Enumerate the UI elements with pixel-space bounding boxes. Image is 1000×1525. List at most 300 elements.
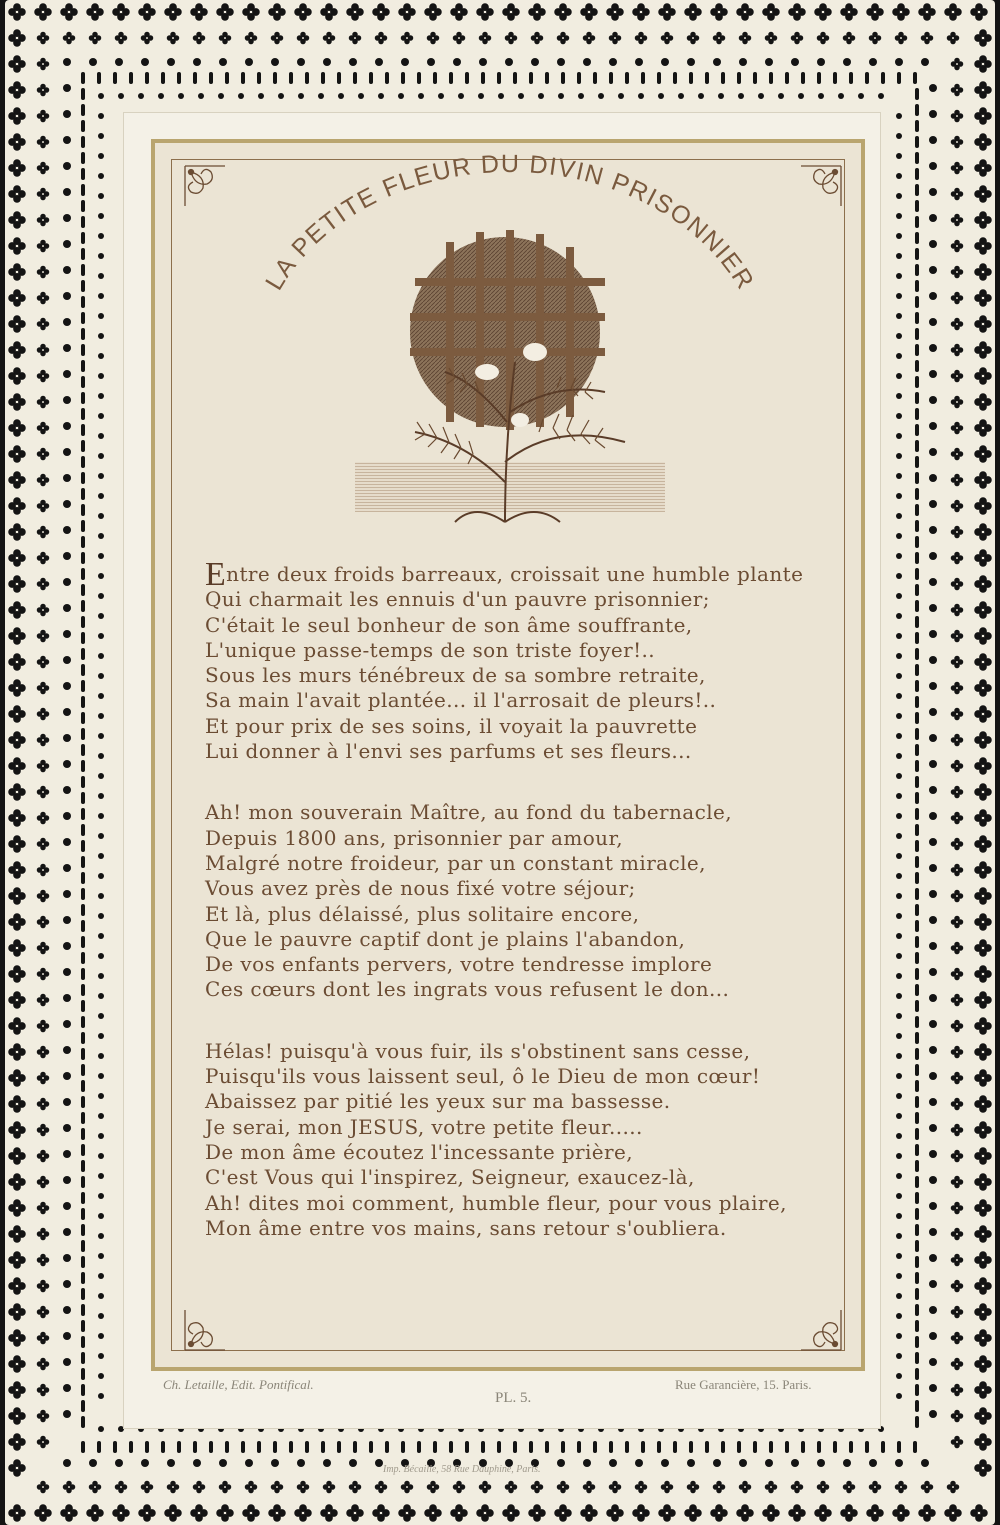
lace-perforation	[896, 533, 902, 539]
lace-perforation	[929, 604, 937, 612]
lace-perforation	[974, 55, 992, 73]
lace-perforation	[929, 864, 937, 872]
lace-perforation	[915, 456, 919, 468]
lace-perforation	[765, 32, 778, 45]
lace-perforation	[915, 776, 919, 788]
lace-perforation	[896, 833, 902, 839]
lace-perforation	[63, 162, 71, 170]
lace-perforation	[8, 1043, 26, 1061]
lace-perforation	[369, 1441, 373, 1453]
lace-perforation	[951, 292, 964, 305]
lace-perforation	[37, 84, 50, 97]
lace-perforation	[63, 1280, 71, 1288]
lace-perforation	[915, 200, 919, 212]
lace-perforation	[896, 1053, 902, 1059]
lace-perforation	[273, 1441, 277, 1453]
lace-perforation	[245, 1459, 253, 1467]
lace-perforation	[8, 1147, 26, 1165]
lace-perforation	[951, 1228, 964, 1241]
poem-line: De mon âme écoutez l'incessante prière,	[205, 1139, 634, 1164]
lace-perforation	[896, 1093, 902, 1099]
lace-perforation	[346, 1504, 364, 1522]
poem-line: Qui charmait les ennuis d'un pauvre prisonnier;	[205, 587, 710, 612]
lace-perforation	[98, 193, 104, 199]
poem-line: C'était le seul bonheur de son âme souffrante,	[205, 612, 693, 637]
lace-perforation	[63, 58, 71, 66]
lace-perforation	[481, 1441, 485, 1453]
lace-perforation	[63, 1176, 71, 1184]
lace-perforation	[178, 93, 184, 99]
lace-perforation	[98, 1193, 104, 1199]
lace-perforation	[558, 93, 564, 99]
lace-perforation	[583, 32, 596, 45]
lace-perforation	[762, 1504, 780, 1522]
lace-perforation	[970, 3, 988, 21]
lace-perforation	[896, 993, 902, 999]
lace-perforation	[145, 72, 149, 84]
lace-perforation	[896, 753, 902, 759]
lace-perforation	[81, 712, 85, 724]
lace-perforation	[81, 1096, 85, 1108]
lace-perforation	[37, 136, 50, 149]
lace-perforation	[498, 93, 504, 99]
lace-perforation	[86, 3, 104, 21]
lace-perforation	[915, 152, 919, 164]
lace-perforation	[497, 72, 501, 84]
lace-perforation	[951, 916, 964, 929]
lace-perforation	[141, 58, 149, 66]
lace-perforation	[502, 3, 520, 21]
lace-perforation	[8, 1225, 26, 1243]
lace-perforation	[81, 136, 85, 148]
lace-perforation	[843, 58, 851, 66]
lace-perforation	[81, 968, 85, 980]
lace-perforation	[974, 237, 992, 254]
lace-perforation	[81, 104, 85, 116]
lace-perforation	[8, 1095, 26, 1113]
lace-perforation	[37, 162, 50, 175]
lace-perforation	[951, 1254, 964, 1267]
lace-perforation	[63, 188, 71, 196]
lace-perforation	[657, 1441, 661, 1453]
lace-perforation	[37, 682, 50, 695]
lace-perforation	[81, 200, 85, 212]
lace-perforation	[974, 419, 992, 437]
lace-perforation	[705, 1441, 709, 1453]
lace-perforation	[63, 136, 71, 144]
lace-perforation	[81, 568, 85, 580]
lace-perforation	[97, 72, 101, 84]
lace-perforation	[915, 1144, 919, 1156]
lace-perforation	[81, 264, 85, 276]
lace-perforation	[915, 696, 919, 708]
lace-perforation	[401, 72, 405, 84]
lace-perforation	[929, 1228, 937, 1236]
lace-perforation	[915, 1240, 919, 1252]
lace-perforation	[713, 1481, 726, 1494]
lace-perforation	[34, 1504, 52, 1522]
lace-perforation	[737, 72, 741, 84]
lace-perforation	[739, 1481, 752, 1494]
lace-perforation	[974, 159, 992, 176]
lace-perforation	[63, 1384, 71, 1392]
lace-perforation	[817, 58, 825, 66]
lace-perforation	[63, 1098, 71, 1106]
lace-perforation	[98, 713, 104, 719]
lace-perforation	[81, 616, 85, 628]
lace-perforation	[81, 936, 85, 948]
lace-perforation	[81, 296, 85, 308]
lace-perforation	[8, 965, 26, 983]
lace-perforation	[951, 162, 964, 175]
lace-perforation	[8, 419, 26, 437]
lace-perforation	[98, 733, 104, 739]
lace-perforation	[8, 601, 26, 619]
lace-perforation	[37, 916, 50, 929]
lace-perforation	[684, 3, 702, 21]
lace-perforation	[785, 72, 789, 84]
lace-perforation	[951, 812, 964, 825]
lace-perforation	[897, 72, 901, 84]
lace-perforation	[98, 993, 104, 999]
lace-perforation	[450, 3, 468, 21]
lace-perforation	[297, 1459, 305, 1467]
lace-perforation	[929, 734, 937, 742]
lace-perforation	[896, 1333, 902, 1339]
lace-perforation	[915, 744, 919, 756]
lace-perforation	[896, 453, 902, 459]
lace-perforation	[583, 58, 591, 66]
lace-perforation	[951, 1176, 964, 1189]
lace-perforation	[762, 3, 780, 21]
lace-perforation	[929, 240, 937, 248]
lace-perforation	[915, 568, 919, 580]
lace-perforation	[8, 887, 26, 905]
lace-perforation	[705, 72, 709, 84]
lace-perforation	[98, 453, 104, 459]
lace-perforation	[453, 58, 461, 66]
lace-perforation	[8, 393, 26, 411]
lace-perforation	[98, 953, 104, 959]
lace-perforation	[915, 1336, 919, 1348]
lace-perforation	[81, 888, 85, 900]
lace-perforation	[98, 413, 104, 419]
lace-perforation	[577, 1441, 581, 1453]
lace-perforation	[865, 1441, 869, 1453]
lace-perforation	[609, 1441, 613, 1453]
lace-perforation	[297, 32, 310, 45]
lace-perforation	[896, 1013, 902, 1019]
lace-perforation	[881, 1441, 885, 1453]
lace-perforation	[895, 1459, 903, 1467]
lace-perforation	[349, 1481, 362, 1494]
lace-perforation	[929, 760, 937, 768]
lace-perforation	[98, 1293, 104, 1299]
lace-perforation	[895, 1481, 908, 1494]
lace-perforation	[63, 344, 71, 352]
lace-perforation	[896, 573, 902, 579]
lace-perforation	[929, 942, 937, 950]
lace-perforation	[896, 1073, 902, 1079]
lace-perforation	[63, 916, 71, 924]
lace-perforation	[81, 632, 85, 644]
lace-perforation	[817, 1441, 821, 1453]
lace-perforation	[37, 1098, 50, 1111]
lace-perforation	[63, 110, 71, 118]
lace-perforation	[63, 734, 71, 742]
lace-perforation	[915, 840, 919, 852]
lace-perforation	[138, 93, 144, 99]
lace-perforation	[951, 1124, 964, 1137]
lace-perforation	[625, 72, 629, 84]
lace-perforation	[915, 824, 919, 836]
lace-perforation	[63, 1072, 71, 1080]
lace-perforation	[427, 1481, 440, 1494]
lace-perforation	[63, 240, 71, 248]
lace-perforation	[929, 1072, 937, 1080]
lace-perforation	[209, 72, 213, 84]
lace-perforation	[81, 1224, 85, 1236]
lace-perforation	[63, 1306, 71, 1314]
lace-perforation	[915, 1272, 919, 1284]
lace-perforation	[86, 1504, 104, 1522]
lace-perforation	[609, 32, 622, 45]
lace-perforation	[98, 353, 104, 359]
lace-perforation	[929, 474, 937, 482]
lace-perforation	[81, 344, 85, 356]
lace-perforation	[98, 793, 104, 799]
lace-perforation	[81, 1256, 85, 1268]
lace-perforation	[944, 1504, 962, 1522]
lace-perforation	[915, 1016, 919, 1028]
lace-perforation	[896, 713, 902, 719]
lace-perforation	[609, 72, 613, 84]
lace-perforation	[479, 32, 492, 45]
lace-perforation	[63, 396, 71, 404]
lace-perforation	[37, 344, 50, 357]
lace-perforation	[433, 1441, 437, 1453]
lace-perforation	[951, 58, 964, 71]
lace-perforation	[98, 373, 104, 379]
lace-perforation	[778, 93, 784, 99]
lace-perforation	[915, 104, 919, 116]
lace-perforation	[98, 1173, 104, 1179]
lace-perforation	[98, 273, 104, 279]
lace-perforation	[896, 393, 902, 399]
lace-perforation	[974, 1251, 992, 1269]
lace-perforation	[98, 833, 104, 839]
lace-perforation	[63, 422, 71, 430]
lace-perforation	[8, 861, 26, 879]
lace-perforation	[896, 1353, 902, 1359]
lace-perforation	[98, 313, 104, 319]
lace-perforation	[271, 1481, 284, 1494]
lace-perforation	[81, 1384, 85, 1396]
lace-perforation	[98, 593, 104, 599]
lace-perforation	[289, 72, 293, 84]
lace-perforation	[736, 3, 754, 21]
lace-perforation	[8, 835, 26, 853]
lace-perforation	[951, 656, 964, 669]
lace-perforation	[37, 1410, 50, 1423]
lace-perforation	[583, 1481, 596, 1494]
lace-perforation	[687, 1459, 695, 1467]
lace-perforation	[947, 1481, 960, 1494]
lace-perforation	[878, 93, 884, 99]
stanza-2	[205, 800, 865, 1002]
lace-perforation	[529, 1441, 533, 1453]
lace-perforation	[8, 1504, 26, 1522]
lace-perforation	[869, 1459, 877, 1467]
lace-perforation	[915, 728, 919, 740]
lace-perforation	[479, 58, 487, 66]
lace-perforation	[37, 474, 50, 487]
lace-perforation	[929, 396, 937, 404]
lace-perforation	[98, 973, 104, 979]
lace-perforation	[915, 1304, 919, 1316]
lace-perforation	[896, 553, 902, 559]
lace-perforation	[98, 773, 104, 779]
lace-perforation	[98, 633, 104, 639]
lace-perforation	[974, 185, 992, 202]
lace-perforation	[98, 433, 104, 439]
lace-perforation	[198, 93, 204, 99]
lace-perforation	[63, 1046, 71, 1054]
lace-perforation	[346, 3, 364, 21]
lace-perforation	[349, 1459, 357, 1467]
lace-perforation	[929, 162, 937, 170]
lace-perforation	[929, 422, 937, 430]
lace-perforation	[98, 233, 104, 239]
lace-perforation	[37, 1046, 50, 1059]
lace-perforation	[915, 600, 919, 612]
lace-perforation	[974, 705, 992, 723]
poem-line: L'unique passe-temps de son triste foyer!..	[205, 637, 656, 662]
lace-perforation	[974, 1147, 992, 1165]
lace-perforation	[896, 1313, 902, 1319]
lace-perforation	[609, 58, 617, 66]
lace-perforation	[915, 712, 919, 724]
lace-perforation	[881, 72, 885, 84]
lace-perforation	[915, 888, 919, 900]
lace-perforation	[321, 72, 325, 84]
lace-perforation	[951, 266, 964, 279]
lace-perforation	[833, 1441, 837, 1453]
lace-perforation	[896, 333, 902, 339]
lace-perforation	[801, 72, 805, 84]
lace-perforation	[8, 523, 26, 541]
lace-perforation	[929, 890, 937, 898]
lace-perforation	[798, 93, 804, 99]
lace-perforation	[8, 263, 26, 281]
lace-perforation	[238, 93, 244, 99]
lace-perforation	[915, 1208, 919, 1220]
lace-perforation	[657, 72, 661, 84]
lace-perforation	[37, 760, 50, 773]
lace-perforation	[37, 1150, 50, 1163]
lace-perforation	[81, 232, 85, 244]
lace-perforation	[915, 1400, 919, 1412]
lace-perforation	[915, 88, 919, 100]
lace-perforation	[297, 58, 305, 66]
lace-perforation	[242, 1504, 260, 1522]
lace-perforation	[915, 632, 919, 644]
lace-perforation	[167, 58, 175, 66]
lace-perforation	[915, 120, 919, 132]
lace-perforation	[81, 184, 85, 196]
lace-perforation	[81, 792, 85, 804]
lace-perforation	[37, 890, 50, 903]
lace-perforation	[271, 58, 279, 66]
lace-perforation	[98, 1213, 104, 1219]
lace-perforation	[915, 1352, 919, 1364]
lace-perforation	[112, 3, 130, 21]
lace-perforation	[896, 973, 902, 979]
lace-perforation	[896, 1193, 902, 1199]
lace-perforation	[929, 1280, 937, 1288]
lace-perforation	[115, 32, 128, 45]
lace-perforation	[896, 353, 902, 359]
lace-perforation	[63, 1228, 71, 1236]
lace-perforation	[974, 887, 992, 905]
lace-perforation	[81, 1112, 85, 1124]
lace-perforation	[718, 93, 724, 99]
lace-perforation	[974, 783, 992, 801]
lace-perforation	[974, 549, 992, 567]
lace-perforation	[915, 216, 919, 228]
lace-perforation	[98, 113, 104, 119]
lace-perforation	[929, 552, 937, 560]
lace-perforation	[297, 1481, 310, 1494]
lace-perforation	[929, 136, 937, 144]
lace-perforation	[37, 578, 50, 591]
lace-perforation	[81, 152, 85, 164]
lace-perforation	[385, 1441, 389, 1453]
lace-perforation	[37, 1020, 50, 1033]
lace-perforation	[970, 1504, 988, 1522]
lace-perforation	[417, 72, 421, 84]
lace-perforation	[896, 133, 902, 139]
lace-perforation	[505, 58, 513, 66]
lace-perforation	[305, 72, 309, 84]
lace-perforation	[98, 393, 104, 399]
lace-perforation	[529, 72, 533, 84]
lace-perforation	[81, 680, 85, 692]
lace-perforation	[98, 1113, 104, 1119]
lace-perforation	[557, 1459, 565, 1467]
lace-perforation	[63, 214, 71, 222]
lace-perforation	[318, 93, 324, 99]
lace-perforation	[974, 367, 992, 385]
lace-perforation	[81, 216, 85, 228]
lace-perforation	[37, 448, 50, 461]
lace-perforation	[63, 318, 71, 326]
lace-perforation	[449, 1441, 453, 1453]
lace-perforation	[929, 266, 937, 274]
lace-perforation	[372, 1504, 390, 1522]
lace-perforation	[951, 630, 964, 643]
lace-perforation	[974, 1407, 992, 1425]
lace-perforation	[765, 1481, 778, 1494]
poem-line: Malgré notre froideur, par un constant miracle,	[205, 850, 706, 875]
lace-perforation	[8, 185, 26, 202]
lace-perforation	[896, 1273, 902, 1279]
lace-perforation	[98, 1353, 104, 1359]
lace-perforation	[81, 328, 85, 340]
lace-perforation	[37, 188, 50, 201]
lace-perforation	[418, 93, 424, 99]
lace-perforation	[849, 1441, 853, 1453]
